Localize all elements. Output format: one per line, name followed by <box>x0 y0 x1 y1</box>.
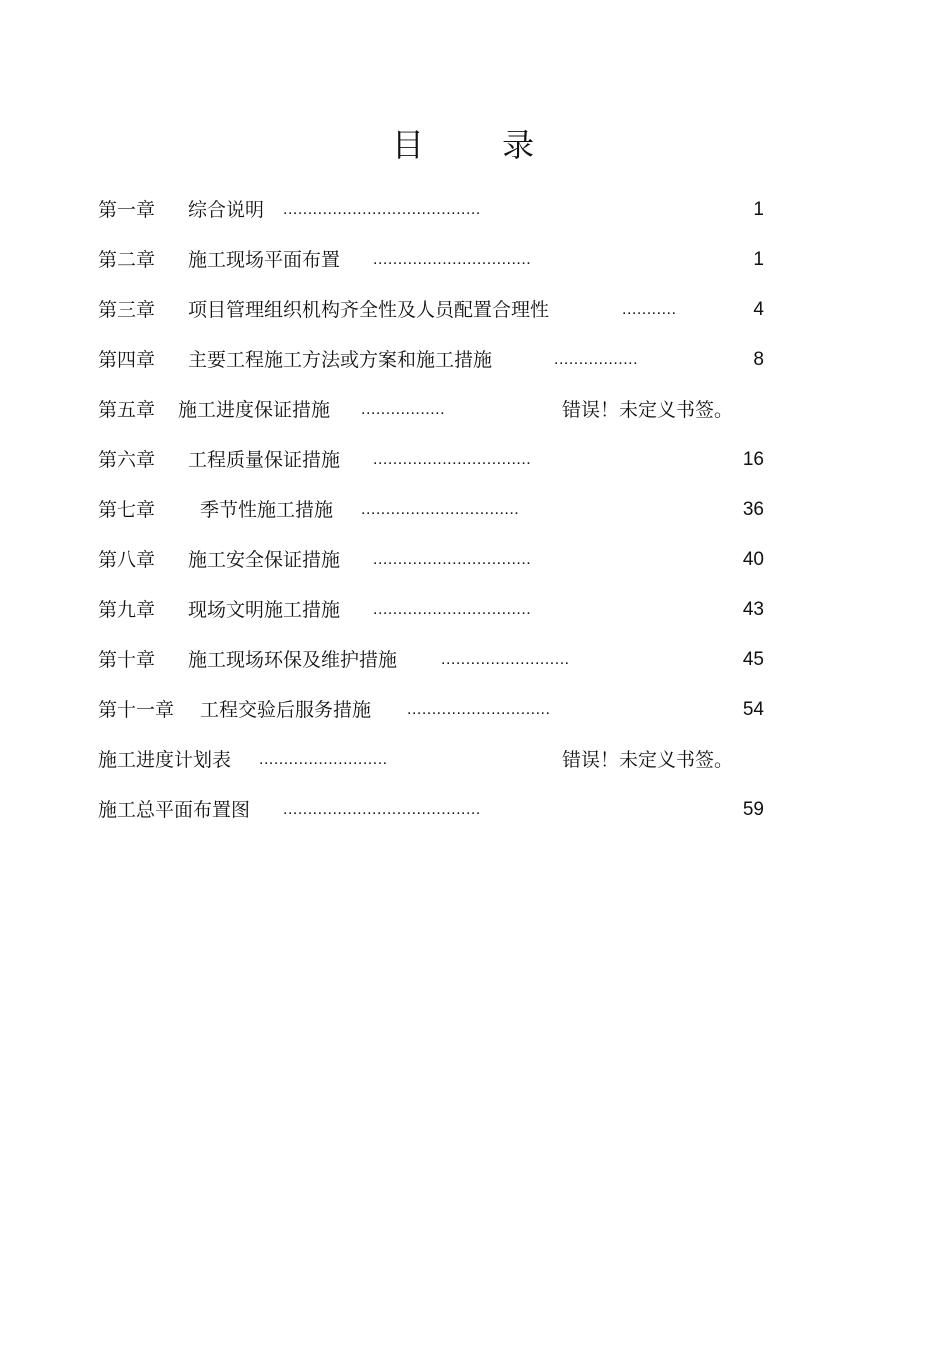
toc-chapter: 第十一章 <box>98 699 175 721</box>
toc-chapter: 第四章 <box>98 349 156 371</box>
toc-page-error: 错误！未定义书签。 <box>562 399 734 421</box>
toc-name: 现场文明施工措施 <box>188 599 341 621</box>
toc-dots: ........... <box>622 301 677 318</box>
toc-name: 工程交验后服务措施 <box>200 699 372 721</box>
toc-name: 季节性施工措施 <box>200 499 334 521</box>
toc-dots: ................................ <box>361 501 520 518</box>
toc-page: 8 <box>753 349 764 370</box>
toc-entry[interactable] <box>0 185 950 235</box>
toc-entry[interactable] <box>0 285 950 335</box>
toc-page: 54 <box>742 699 764 720</box>
toc-chapter: 第五章 <box>98 399 156 421</box>
toc-page: 59 <box>742 799 764 820</box>
toc-dots: ................................ <box>373 551 532 568</box>
toc-entry[interactable] <box>0 335 950 385</box>
toc-entry[interactable] <box>0 585 950 635</box>
toc-name: 施工现场环保及维护措施 <box>188 649 398 671</box>
toc-entry[interactable] <box>0 685 950 735</box>
toc-page: 40 <box>742 549 764 570</box>
toc-name: 施工进度计划表 <box>98 749 232 771</box>
toc-entry[interactable] <box>0 785 950 835</box>
toc-entry[interactable] <box>0 535 950 585</box>
toc-dots: ................................ <box>373 251 532 268</box>
toc-page-error: 错误！未定义书签。 <box>562 749 734 771</box>
toc-entry[interactable] <box>0 485 950 535</box>
toc-entry[interactable] <box>0 635 950 685</box>
toc-page: 1 <box>753 199 764 220</box>
toc-entry[interactable] <box>0 435 950 485</box>
toc-name: 项目管理组织机构齐全性及人员配置合理性 <box>188 299 550 321</box>
toc-dots: ................. <box>361 401 446 418</box>
toc-dots: ........................................ <box>283 201 481 218</box>
toc-entry[interactable] <box>0 385 950 435</box>
toc-page: 45 <box>742 649 764 670</box>
toc-chapter: 第三章 <box>98 299 156 321</box>
toc-chapter: 第十章 <box>98 649 156 671</box>
toc-name: 工程质量保证措施 <box>188 449 341 471</box>
toc-dots: ................................ <box>373 601 532 618</box>
toc-name: 施工进度保证措施 <box>178 399 331 421</box>
toc-name: 施工总平面布置图 <box>98 799 251 821</box>
toc-entry[interactable] <box>0 235 950 285</box>
toc-dots: .......................... <box>259 751 388 768</box>
toc-page: 36 <box>742 499 764 520</box>
toc-page: 1 <box>753 249 764 270</box>
toc-chapter: 第二章 <box>98 249 156 271</box>
toc-entry[interactable] <box>0 735 950 785</box>
toc-chapter: 第七章 <box>98 499 156 521</box>
toc-name: 施工安全保证措施 <box>188 549 341 571</box>
toc-title: 目 录 <box>391 126 569 164</box>
toc-chapter: 第八章 <box>98 549 156 571</box>
toc-chapter: 第九章 <box>98 599 156 621</box>
toc-dots: ................. <box>554 351 639 368</box>
toc-page: 43 <box>742 599 764 620</box>
toc-chapter: 第一章 <box>98 199 156 221</box>
toc-name: 施工现场平面布置 <box>188 249 341 271</box>
toc-name: 综合说明 <box>188 199 265 221</box>
toc-dots: ............................. <box>407 701 551 718</box>
toc-page: 4 <box>753 299 764 320</box>
toc-chapter: 第六章 <box>98 449 156 471</box>
toc-dots: ................................ <box>373 451 532 468</box>
toc-name: 主要工程施工方法或方案和施工措施 <box>188 349 493 371</box>
toc-page: 16 <box>742 449 764 470</box>
toc-dots: .......................... <box>441 651 570 668</box>
toc-dots: ........................................ <box>283 801 481 818</box>
